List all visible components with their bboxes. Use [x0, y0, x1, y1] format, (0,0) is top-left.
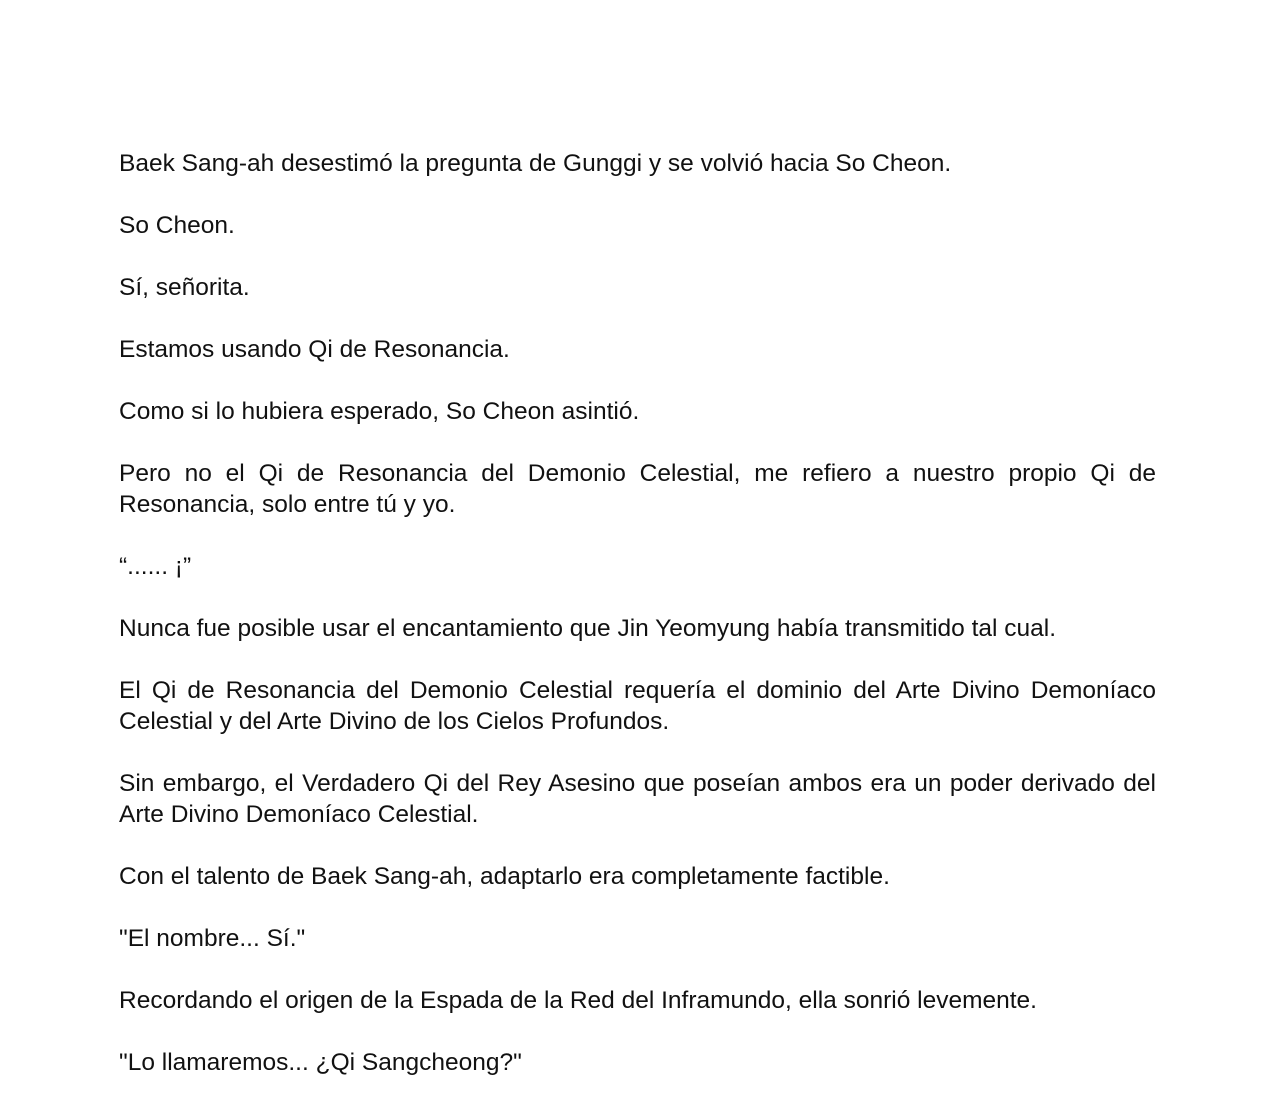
paragraph: Recordando el origen de la Espada de la Red del Inframundo, ella sonrió levemente.	[119, 987, 1037, 1014]
document-body	[119, 148, 1156, 1109]
paragraph: Sin embargo, el Verdadero Qi del Rey Asesino que poseían ambos era un poder derivado del Arte Divino Demoníaco Celestial.	[119, 770, 1156, 828]
paragraph: Con el talento de Baek Sang-ah, adaptarlo era completamente factible.	[119, 863, 890, 890]
paragraph: So Cheon.	[119, 212, 235, 239]
paragraph: Estamos usando Qi de Resonancia.	[119, 336, 510, 363]
paragraph: Pero no el Qi de Resonancia del Demonio Celestial, me refiero a nuestro propio Qi de Resonancia, solo entre tú y yo.	[119, 460, 1156, 518]
paragraph: Baek Sang-ah desestimó la pregunta de Gunggi y se volvió hacia So Cheon.	[119, 150, 952, 177]
paragraph: "Lo llamaremos... ¿Qi Sangcheong?"	[119, 1049, 522, 1076]
paragraph: “...... ¡”	[119, 553, 192, 580]
paragraph: Como si lo hubiera esperado, So Cheon asintió.	[119, 398, 640, 425]
paragraph: Nunca fue posible usar el encantamiento que Jin Yeomyung había transmitido tal cual.	[119, 615, 1057, 642]
paragraph: Sí, señorita.	[119, 274, 250, 301]
paragraph: El Qi de Resonancia del Demonio Celestial requería el dominio del Arte Divino Demoníaco Celestial y del Arte Divino de los Cielos Profundos.	[119, 677, 1156, 735]
paragraph: "El nombre... Sí."	[119, 925, 306, 952]
